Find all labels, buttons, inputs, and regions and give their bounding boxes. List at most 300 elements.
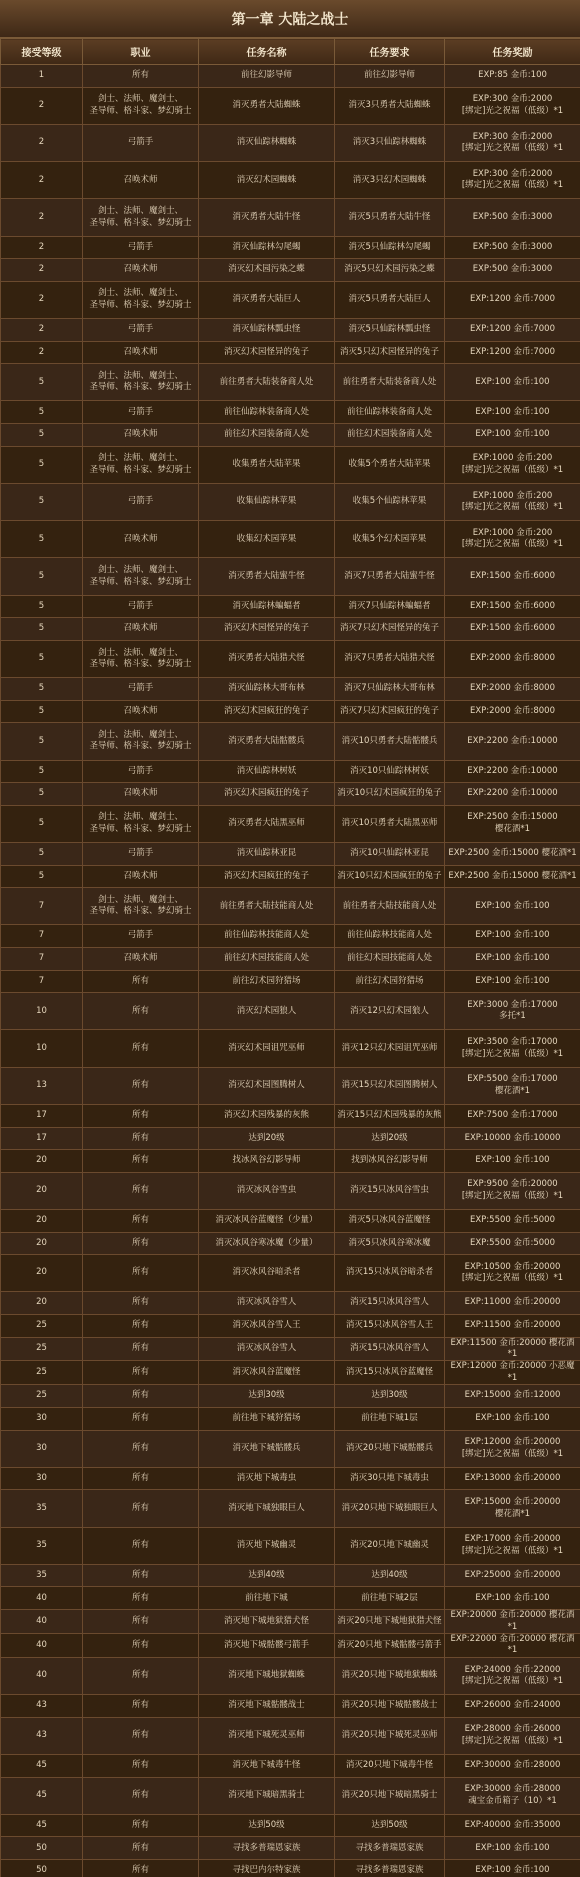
quest-name-cell: 消灭地下城骷髅战士	[199, 1695, 335, 1718]
table-row	[1, 1209, 580, 1232]
quest-name-cell: 消灭勇者大陆猎犬怪	[199, 640, 335, 677]
level-cell: 20	[1, 1255, 83, 1292]
table-row	[1, 1067, 580, 1104]
table-row	[1, 805, 580, 842]
level-cell: 50	[1, 1860, 83, 1877]
quest-name-cell: 收集勇者大陆苹果	[199, 446, 335, 483]
table-row	[1, 424, 580, 447]
job-cell: 剑士、法师、魔剑士、 圣导师、格斗家、梦幻骑士	[83, 199, 199, 236]
quest-name-cell: 消灭幻术园蜘蛛	[199, 162, 335, 199]
table-row	[1, 1150, 580, 1173]
reward-cell: EXP:1200 金币:7000	[445, 341, 580, 364]
table-row	[1, 341, 580, 364]
level-cell: 2	[1, 236, 83, 259]
quest-name-cell: 消灭幻术园怪异的兔子	[199, 341, 335, 364]
level-cell: 43	[1, 1695, 83, 1718]
quest-name-cell: 达到50级	[199, 1814, 335, 1837]
quest-name-cell: 消灭幻术园疯狂的兔子	[199, 700, 335, 723]
header-level: 接受等级	[1, 39, 83, 65]
job-cell: 所有	[83, 993, 199, 1030]
reward-cell: EXP:2500 金币:15000 樱花酒*1	[445, 805, 580, 842]
level-cell: 45	[1, 1814, 83, 1837]
table-row	[1, 1292, 580, 1315]
table-row	[1, 1172, 580, 1209]
job-cell: 剑士、法师、魔剑士、 圣导师、格斗家、梦幻骑士	[83, 640, 199, 677]
job-cell: 召唤术师	[83, 865, 199, 888]
table-row	[1, 401, 580, 424]
level-cell: 7	[1, 947, 83, 970]
requirement-cell: 消灭15只冰风谷暗杀者	[335, 1255, 445, 1292]
reward-cell: EXP:85 金币:100	[445, 65, 580, 88]
job-cell: 所有	[83, 1067, 199, 1104]
quest-name-cell: 消灭幻术园疯狂的兔子	[199, 865, 335, 888]
quest-name-cell: 前往幻术园狩猎场	[199, 970, 335, 993]
level-cell: 5	[1, 424, 83, 447]
requirement-cell: 收集5个勇者大陆苹果	[335, 446, 445, 483]
table-row	[1, 236, 580, 259]
level-cell: 7	[1, 970, 83, 993]
job-cell: 所有	[83, 1657, 199, 1694]
requirement-cell: 前往地下城1层	[335, 1407, 445, 1430]
requirement-cell: 消灭5只勇者大陆牛怪	[335, 199, 445, 236]
quest-name-cell: 前往幻术园技能商人处	[199, 947, 335, 970]
table-row	[1, 1527, 580, 1564]
job-cell: 弓箭手	[83, 760, 199, 783]
reward-cell: EXP:24000 金币:22000 [绑定]光之祝福（低级）*1	[445, 1657, 580, 1694]
table-row	[1, 1232, 580, 1255]
level-cell: 5	[1, 618, 83, 641]
table-row	[1, 1385, 580, 1408]
table-row	[1, 558, 580, 595]
reward-cell: EXP:2000 金币:8000	[445, 678, 580, 701]
quest-name-cell: 消灭幻术园狼人	[199, 993, 335, 1030]
level-cell: 40	[1, 1610, 83, 1634]
quest-name-cell: 消灭冰风谷蓝魔怪	[199, 1361, 335, 1385]
reward-cell: EXP:100 金币:100	[445, 364, 580, 401]
level-cell: 7	[1, 888, 83, 925]
quest-name-cell: 消灭地下城骷髅兵	[199, 1430, 335, 1467]
requirement-cell: 前往幻术园技能商人处	[335, 947, 445, 970]
level-cell: 5	[1, 446, 83, 483]
job-cell: 剑士、法师、魔剑士、 圣导师、格斗家、梦幻骑士	[83, 364, 199, 401]
job-cell: 所有	[83, 1255, 199, 1292]
table-row	[1, 993, 580, 1030]
job-cell: 所有	[83, 1127, 199, 1150]
requirement-cell: 消灭5只幻术园怪异的兔子	[335, 341, 445, 364]
requirement-cell: 消灭10只仙踪林树妖	[335, 760, 445, 783]
quest-name-cell: 消灭幻术园疯狂的兔子	[199, 783, 335, 806]
quest-name-cell: 消灭地下城骷髅弓箭手	[199, 1634, 335, 1658]
level-cell: 45	[1, 1755, 83, 1778]
reward-cell: EXP:3500 金币:17000 [绑定]光之祝福（低级）*1	[445, 1030, 580, 1067]
table-row	[1, 1695, 580, 1718]
table-row	[1, 640, 580, 677]
table-row	[1, 1255, 580, 1292]
level-cell: 50	[1, 1837, 83, 1860]
job-cell: 所有	[83, 1777, 199, 1814]
table-row	[1, 970, 580, 993]
reward-cell: EXP:2000 金币:8000	[445, 640, 580, 677]
table-row	[1, 1314, 580, 1337]
level-cell: 20	[1, 1150, 83, 1173]
reward-cell: EXP:1500 金币:6000	[445, 595, 580, 618]
level-cell: 7	[1, 925, 83, 948]
requirement-cell: 消灭5只勇者大陆巨人	[335, 281, 445, 318]
table-row	[1, 521, 580, 558]
level-cell: 2	[1, 341, 83, 364]
job-cell: 所有	[83, 1755, 199, 1778]
quest-name-cell: 前往地下城	[199, 1587, 335, 1610]
job-cell: 召唤术师	[83, 162, 199, 199]
level-cell: 2	[1, 281, 83, 318]
quest-name-cell: 收集幻术园苹果	[199, 521, 335, 558]
quest-name-cell: 消灭仙踪林亚昆	[199, 842, 335, 865]
job-cell: 所有	[83, 970, 199, 993]
table-row	[1, 1564, 580, 1587]
requirement-cell: 消灭20只地下城地狱蜘蛛	[335, 1657, 445, 1694]
reward-cell: EXP:12000 金币:20000 小恶魔*1	[445, 1361, 580, 1385]
job-cell: 所有	[83, 1634, 199, 1658]
requirement-cell: 消灭10只勇者大陆黑巫师	[335, 805, 445, 842]
reward-cell: EXP:500 金币:3000	[445, 259, 580, 282]
reward-cell: EXP:100 金币:100	[445, 888, 580, 925]
table-row	[1, 1430, 580, 1467]
reward-cell: EXP:1200 金币:7000	[445, 281, 580, 318]
table-row	[1, 925, 580, 948]
reward-cell: EXP:5500 金币:5000	[445, 1209, 580, 1232]
requirement-cell: 消灭30只地下城毒虫	[335, 1467, 445, 1490]
quest-name-cell: 消灭幻术园污染之蝶	[199, 259, 335, 282]
level-cell: 5	[1, 401, 83, 424]
table-row	[1, 1777, 580, 1814]
requirement-cell: 收集5个仙踪林苹果	[335, 483, 445, 520]
requirement-cell: 消灭7只仙踪林蝙蝠者	[335, 595, 445, 618]
reward-cell: EXP:20000 金币:20000 樱花酒*1	[445, 1610, 580, 1634]
job-cell: 弓箭手	[83, 401, 199, 424]
reward-cell: EXP:300 金币:2000 [绑定]光之祝福（低级）*1	[445, 87, 580, 124]
job-cell: 剑士、法师、魔剑士、 圣导师、格斗家、梦幻骑士	[83, 805, 199, 842]
job-cell: 召唤术师	[83, 947, 199, 970]
table-row	[1, 1467, 580, 1490]
quest-name-cell: 消灭仙踪林瓢虫怪	[199, 319, 335, 342]
requirement-cell: 消灭7只勇者大陆蜜牛怪	[335, 558, 445, 595]
job-cell: 所有	[83, 1385, 199, 1408]
table-row	[1, 1610, 580, 1634]
job-cell: 所有	[83, 1490, 199, 1527]
reward-cell: EXP:17000 金币:20000 [绑定]光之祝福（低级）*1	[445, 1527, 580, 1564]
table-row	[1, 1634, 580, 1658]
reward-cell: EXP:2500 金币:15000 樱花酒*1	[445, 865, 580, 888]
requirement-cell: 消灭12只幻术园狼人	[335, 993, 445, 1030]
table-row	[1, 483, 580, 520]
table-row	[1, 760, 580, 783]
level-cell: 30	[1, 1467, 83, 1490]
job-cell: 召唤术师	[83, 783, 199, 806]
reward-cell: EXP:1200 金币:7000	[445, 319, 580, 342]
quest-name-cell: 消灭勇者大陆黑巫师	[199, 805, 335, 842]
reward-cell: EXP:5500 金币:17000 樱花酒*1	[445, 1067, 580, 1104]
requirement-cell: 前往地下城2层	[335, 1587, 445, 1610]
requirement-cell: 前往幻术园狩猎场	[335, 970, 445, 993]
level-cell: 17	[1, 1127, 83, 1150]
reward-cell: EXP:100 金币:100	[445, 925, 580, 948]
requirement-cell: 寻找多普瑞恩家族	[335, 1860, 445, 1877]
quest-name-cell: 消灭幻术园诅咒巫师	[199, 1030, 335, 1067]
quest-name-cell: 消灭地下城地狱蜘蛛	[199, 1657, 335, 1694]
level-cell: 25	[1, 1361, 83, 1385]
quest-name-cell: 消灭勇者大陆牛怪	[199, 199, 335, 236]
job-cell: 召唤术师	[83, 521, 199, 558]
header-row	[1, 39, 580, 65]
level-cell: 20	[1, 1292, 83, 1315]
reward-cell: EXP:11000 金币:20000	[445, 1292, 580, 1315]
quest-name-cell: 消灭冰风谷寒冰魔（少量）	[199, 1232, 335, 1255]
table-row	[1, 723, 580, 760]
reward-cell: EXP:1000 金币:200 [绑定]光之祝福（低级）*1	[445, 483, 580, 520]
job-cell: 弓箭手	[83, 483, 199, 520]
requirement-cell: 达到30级	[335, 1385, 445, 1408]
level-cell: 30	[1, 1430, 83, 1467]
job-cell: 召唤术师	[83, 700, 199, 723]
quest-name-cell: 消灭仙踪林蝙蝠者	[199, 595, 335, 618]
job-cell: 所有	[83, 1104, 199, 1127]
job-cell: 所有	[83, 1361, 199, 1385]
level-cell: 2	[1, 162, 83, 199]
table-row	[1, 1361, 580, 1385]
reward-cell: EXP:500 金币:3000	[445, 236, 580, 259]
reward-cell: EXP:100 金币:100	[445, 1407, 580, 1430]
job-cell: 召唤术师	[83, 341, 199, 364]
requirement-cell: 消灭5只幻术园污染之蝶	[335, 259, 445, 282]
quest-name-cell: 消灭地下城暗黑骑士	[199, 1777, 335, 1814]
job-cell: 所有	[83, 1232, 199, 1255]
header-quest-name: 任务名称	[199, 39, 335, 65]
job-cell: 剑士、法师、魔剑士、 圣导师、格斗家、梦幻骑士	[83, 87, 199, 124]
table-row	[1, 87, 580, 124]
reward-cell: EXP:26000 金币:24000	[445, 1695, 580, 1718]
quest-name-cell: 消灭地下城幽灵	[199, 1527, 335, 1564]
header-job: 职业	[83, 39, 199, 65]
job-cell: 弓箭手	[83, 124, 199, 161]
level-cell: 5	[1, 760, 83, 783]
reward-cell: EXP:12000 金币:20000 [绑定]光之祝福（低级）*1	[445, 1430, 580, 1467]
job-cell: 剑士、法师、魔剑士、 圣导师、格斗家、梦幻骑士	[83, 446, 199, 483]
job-cell: 弓箭手	[83, 319, 199, 342]
requirement-cell: 消灭5只冰风谷寒冰魔	[335, 1232, 445, 1255]
job-cell: 所有	[83, 1172, 199, 1209]
reward-cell: EXP:300 金币:2000 [绑定]光之祝福（低级）*1	[445, 162, 580, 199]
requirement-cell: 消灭12只幻术园诅咒巫师	[335, 1030, 445, 1067]
table-row	[1, 1407, 580, 1430]
quest-name-cell: 收集仙踪林苹果	[199, 483, 335, 520]
quest-name-cell: 消灭冰风谷雪人王	[199, 1314, 335, 1337]
requirement-cell: 消灭20只地下城地狱猎犬怪	[335, 1610, 445, 1634]
level-cell: 5	[1, 678, 83, 701]
reward-cell: EXP:5500 金币:5000	[445, 1232, 580, 1255]
table-row	[1, 199, 580, 236]
requirement-cell: 消灭20只地下城幽灵	[335, 1527, 445, 1564]
quest-table	[0, 38, 580, 1877]
level-cell: 2	[1, 259, 83, 282]
reward-cell: EXP:10000 金币:10000	[445, 1127, 580, 1150]
requirement-cell: 前往勇者大陆装备商人处	[335, 364, 445, 401]
requirement-cell: 消灭3只勇者大陆蜘蛛	[335, 87, 445, 124]
requirement-cell: 消灭20只地下城毒牛怪	[335, 1755, 445, 1778]
requirement-cell: 消灭20只地下城独眼巨人	[335, 1490, 445, 1527]
level-cell: 20	[1, 1232, 83, 1255]
requirement-cell: 消灭15只幻术园残暴的灰熊	[335, 1104, 445, 1127]
job-cell: 剑士、法师、魔剑士、 圣导师、格斗家、梦幻骑士	[83, 723, 199, 760]
level-cell: 5	[1, 723, 83, 760]
reward-cell: EXP:1000 金币:200 [绑定]光之祝福（低级）*1	[445, 521, 580, 558]
reward-cell: EXP:100 金币:100	[445, 401, 580, 424]
table-row	[1, 1104, 580, 1127]
requirement-cell: 前往勇者大陆技能商人处	[335, 888, 445, 925]
job-cell: 召唤术师	[83, 424, 199, 447]
quest-name-cell: 消灭冰风谷雪人	[199, 1292, 335, 1315]
quest-name-cell: 消灭仙踪林大哥布林	[199, 678, 335, 701]
reward-cell: EXP:28000 金币:26000 [绑定]光之祝福（低级）*1	[445, 1717, 580, 1754]
requirement-cell: 消灭10只幻术园疯狂的兔子	[335, 865, 445, 888]
table-row	[1, 1127, 580, 1150]
chapter-title: 第一章 大陆之战士	[0, 0, 580, 38]
table-row	[1, 1755, 580, 1778]
requirement-cell: 消灭5只仙踪林勾尾蝎	[335, 236, 445, 259]
table-row	[1, 446, 580, 483]
level-cell: 25	[1, 1337, 83, 1361]
quest-name-cell: 前往勇者大陆技能商人处	[199, 888, 335, 925]
reward-cell: EXP:40000 金币:35000	[445, 1814, 580, 1837]
table-row	[1, 65, 580, 88]
job-cell: 所有	[83, 1527, 199, 1564]
requirement-cell: 找到冰风谷幻影导师	[335, 1150, 445, 1173]
reward-cell: EXP:100 金币:100	[445, 424, 580, 447]
table-row	[1, 1657, 580, 1694]
reward-cell: EXP:2200 金币:10000	[445, 783, 580, 806]
quest-name-cell: 消灭仙踪林树妖	[199, 760, 335, 783]
requirement-cell: 前往仙踪林技能商人处	[335, 925, 445, 948]
quest-name-cell: 消灭冰风谷暗杀者	[199, 1255, 335, 1292]
quest-name-cell: 消灭勇者大陆蜘蛛	[199, 87, 335, 124]
reward-cell: EXP:13000 金币:20000	[445, 1467, 580, 1490]
level-cell: 5	[1, 842, 83, 865]
reward-cell: EXP:100 金币:100	[445, 970, 580, 993]
job-cell: 所有	[83, 65, 199, 88]
reward-cell: EXP:2500 金币:15000 樱花酒*1	[445, 842, 580, 865]
level-cell: 5	[1, 521, 83, 558]
quest-name-cell: 消灭幻术园图腾树人	[199, 1067, 335, 1104]
reward-cell: EXP:100 金币:100	[445, 1860, 580, 1877]
job-cell: 所有	[83, 1407, 199, 1430]
quest-name-cell: 消灭地下城毒虫	[199, 1467, 335, 1490]
requirement-cell: 寻找多普瑞恩家族	[335, 1837, 445, 1860]
level-cell: 35	[1, 1527, 83, 1564]
level-cell: 30	[1, 1407, 83, 1430]
level-cell: 40	[1, 1587, 83, 1610]
job-cell: 所有	[83, 1587, 199, 1610]
table-row	[1, 1814, 580, 1837]
level-cell: 2	[1, 124, 83, 161]
job-cell: 剑士、法师、魔剑士、 圣导师、格斗家、梦幻骑士	[83, 558, 199, 595]
quest-name-cell: 消灭勇者大陆骷髅兵	[199, 723, 335, 760]
table-row	[1, 865, 580, 888]
table-row	[1, 618, 580, 641]
quest-name-cell: 消灭地下城死灵巫师	[199, 1717, 335, 1754]
level-cell: 2	[1, 319, 83, 342]
quest-name-cell: 消灭地下城毒牛怪	[199, 1755, 335, 1778]
requirement-cell: 前往仙踪林装备商人处	[335, 401, 445, 424]
requirement-cell: 消灭3只幻术园蜘蛛	[335, 162, 445, 199]
job-cell: 所有	[83, 1860, 199, 1877]
level-cell: 1	[1, 65, 83, 88]
reward-cell: EXP:25000 金币:20000	[445, 1564, 580, 1587]
reward-cell: EXP:22000 金币:20000 樱花酒*1	[445, 1634, 580, 1658]
quest-name-cell: 消灭地下城独眼巨人	[199, 1490, 335, 1527]
job-cell: 所有	[83, 1717, 199, 1754]
reward-cell: EXP:15000 金币:20000 樱花酒*1	[445, 1490, 580, 1527]
table-row	[1, 1490, 580, 1527]
reward-cell: EXP:1000 金币:200 [绑定]光之祝福（低级）*1	[445, 446, 580, 483]
table-row	[1, 1717, 580, 1754]
reward-cell: EXP:2200 金币:10000	[445, 723, 580, 760]
requirement-cell: 消灭15只幻术园图腾树人	[335, 1067, 445, 1104]
job-cell: 弓箭手	[83, 678, 199, 701]
reward-cell: EXP:30000 金币:28000	[445, 1755, 580, 1778]
level-cell: 13	[1, 1067, 83, 1104]
header-quest-reward: 任务奖励	[445, 39, 580, 65]
table-row	[1, 842, 580, 865]
job-cell: 弓箭手	[83, 925, 199, 948]
job-cell: 所有	[83, 1610, 199, 1634]
reward-cell: EXP:2200 金币:10000	[445, 760, 580, 783]
job-cell: 召唤术师	[83, 618, 199, 641]
header-quest-requirement: 任务要求	[335, 39, 445, 65]
level-cell: 40	[1, 1634, 83, 1658]
reward-cell: EXP:30000 金币:28000 魂宝金币箱子（10）*1	[445, 1777, 580, 1814]
requirement-cell: 消灭15只冰风谷雪人王	[335, 1314, 445, 1337]
reward-cell: EXP:11500 金币:20000	[445, 1314, 580, 1337]
job-cell: 所有	[83, 1837, 199, 1860]
job-cell: 所有	[83, 1564, 199, 1587]
quest-name-cell: 消灭冰风谷雪人	[199, 1337, 335, 1361]
requirement-cell: 消灭20只地下城骷髅战士	[335, 1695, 445, 1718]
requirement-cell: 达到20级	[335, 1127, 445, 1150]
job-cell: 所有	[83, 1150, 199, 1173]
job-cell: 所有	[83, 1314, 199, 1337]
level-cell: 10	[1, 1030, 83, 1067]
quest-name-cell: 找冰风谷幻影导师	[199, 1150, 335, 1173]
quest-name-cell: 消灭勇者大陆巨人	[199, 281, 335, 318]
quest-name-cell: 寻找巴内尔特家族	[199, 1860, 335, 1877]
quest-name-cell: 前往仙踪林装备商人处	[199, 401, 335, 424]
requirement-cell: 消灭15只冰风谷雪虫	[335, 1172, 445, 1209]
level-cell: 5	[1, 783, 83, 806]
table-row	[1, 319, 580, 342]
level-cell: 10	[1, 993, 83, 1030]
requirement-cell: 收集5个幻术园苹果	[335, 521, 445, 558]
reward-cell: EXP:1500 金币:6000	[445, 558, 580, 595]
table-row	[1, 678, 580, 701]
level-cell: 25	[1, 1314, 83, 1337]
job-cell: 所有	[83, 1030, 199, 1067]
level-cell: 5	[1, 805, 83, 842]
reward-cell: EXP:500 金币:3000	[445, 199, 580, 236]
quest-name-cell: 消灭幻术园残暴的灰熊	[199, 1104, 335, 1127]
quest-name-cell: 消灭地下城地狱猎犬怪	[199, 1610, 335, 1634]
requirement-cell: 达到40级	[335, 1564, 445, 1587]
quest-name-cell: 寻找多普瑞恩家族	[199, 1837, 335, 1860]
level-cell: 5	[1, 865, 83, 888]
